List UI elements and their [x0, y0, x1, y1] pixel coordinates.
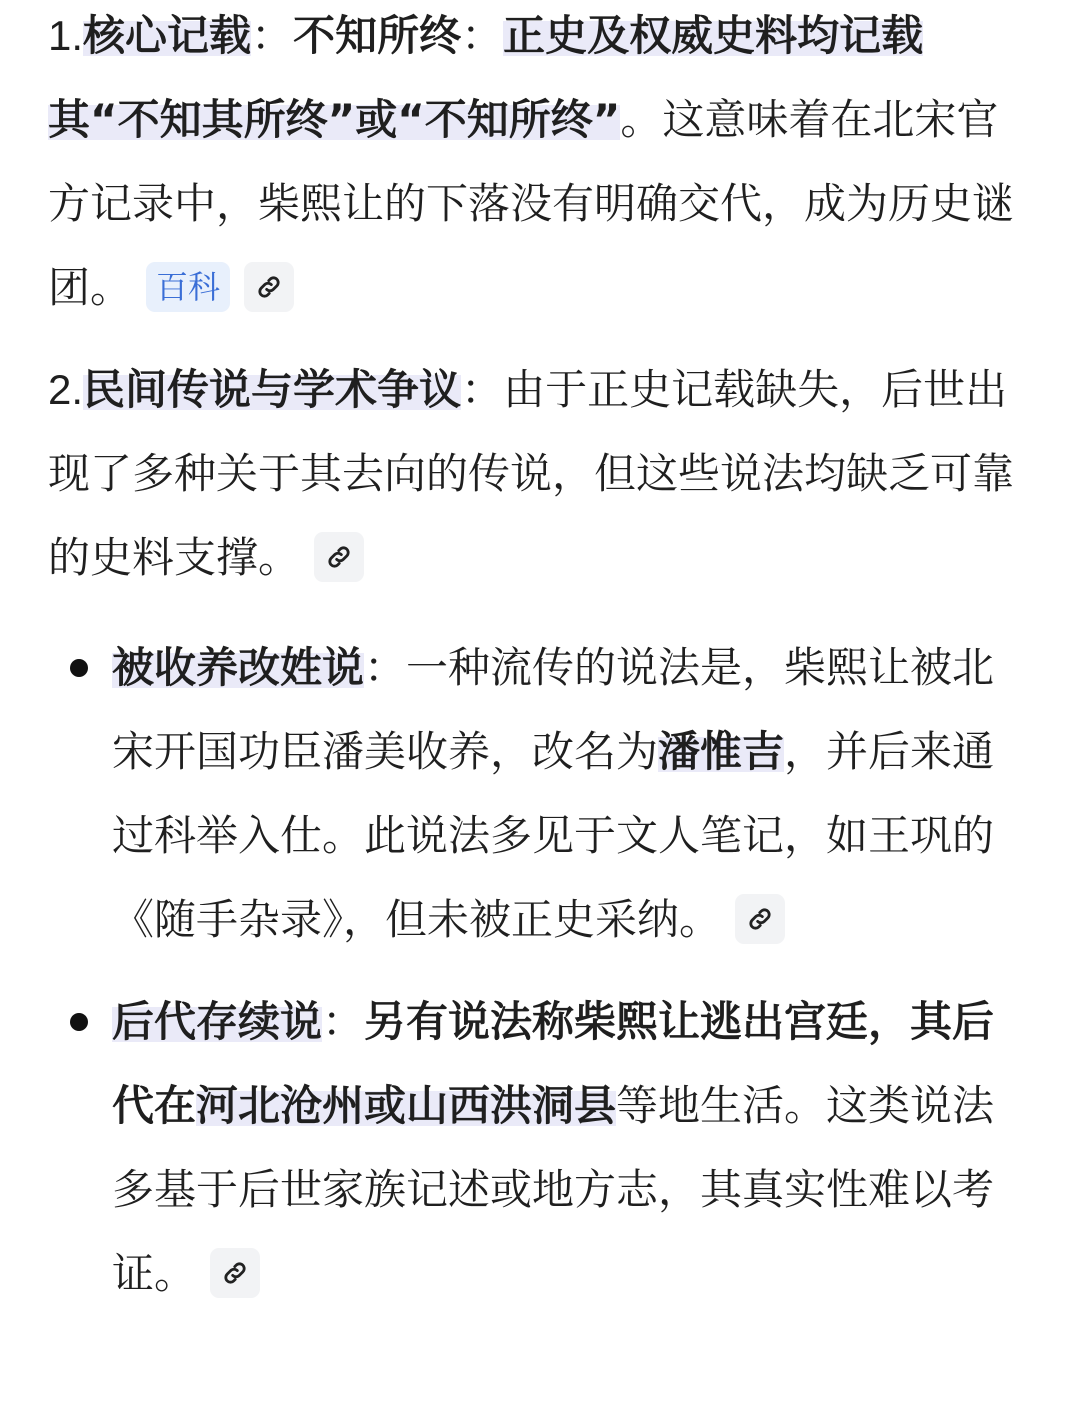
link-icon [255, 273, 283, 301]
bullet-item-descendants [112, 980, 1034, 1316]
bullet-places: 河北沧州或山西洪洞县 [196, 1081, 617, 1130]
bullet-body: ，并后来通过科举入仕。此说法多见于文人笔记，如王巩的《随手杂录》，但未被正史采纳。 [112, 727, 995, 944]
bullet-heading: 被收养改姓说 [112, 643, 365, 692]
separator: ： [322, 997, 365, 1046]
bullet-dot [70, 1013, 88, 1031]
item-bold-statement: 正史及权威史料均记载其“不知其所终”或“不知所终” [48, 11, 924, 144]
item-body: 。这意味着在北宋官方记录中，柴熙让的下落没有明确交代，成为历史谜团。 [48, 95, 1015, 312]
bullet-heading: 后代存续说 [112, 997, 323, 1046]
item-claim: 不知所终 [293, 11, 462, 60]
list-item-2 [48, 348, 1034, 600]
separator: ： [461, 365, 504, 414]
item-heading: 民间传说与学术争议 [83, 365, 462, 414]
link-icon [221, 1259, 249, 1287]
bullet-body: 等地生活。这类说法多基于后世家族记述或地方志，其真实性难以考证。 [112, 1081, 995, 1298]
link-icon [325, 543, 353, 571]
link-icon [746, 905, 774, 933]
citation-link-button[interactable] [210, 1248, 260, 1298]
item-body: 由于正史记载缺失，后世出现了多种关于其去向的传说，但这些说法均缺乏可靠的史料支撑。 [48, 365, 1015, 582]
list-number: 1. [48, 12, 84, 59]
list-item-1 [48, 0, 1034, 330]
sub-bullet-list [48, 626, 1034, 1316]
citation-link-button[interactable] [735, 894, 785, 944]
citation-link-button[interactable] [314, 532, 364, 582]
bullet-item-adoption [112, 626, 1034, 962]
item-heading: 核心记载 [83, 11, 252, 60]
bullet-name: 潘惟吉 [658, 727, 785, 776]
separator: ： [364, 643, 407, 692]
separator: ： [461, 11, 504, 60]
source-chip-baike[interactable]: 百科 [146, 262, 230, 312]
citation-link-button[interactable] [244, 262, 294, 312]
bullet-body: 一种流传的说法是，柴熙让被北宋开国功臣潘美收养，改名为 [112, 643, 995, 776]
separator: ： [251, 11, 294, 60]
bullet-dot [70, 659, 88, 677]
list-number: 2. [48, 366, 84, 413]
bullet-bold-statement: 另有说法称柴熙让逃出宫廷，其后代在 [112, 997, 995, 1130]
